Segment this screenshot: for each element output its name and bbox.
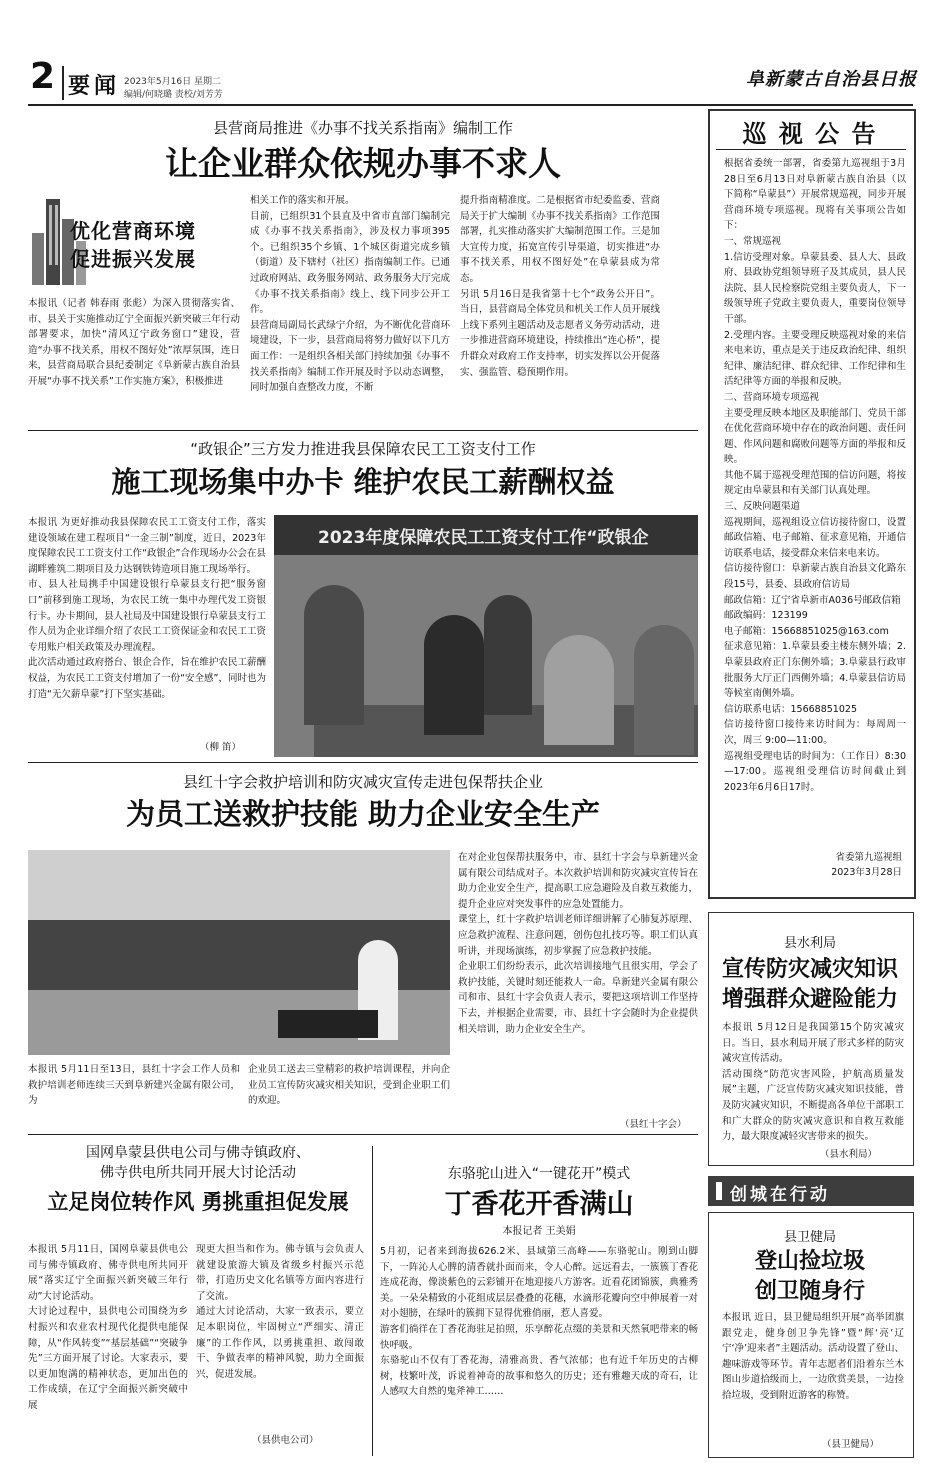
person-shape-3 bbox=[484, 595, 532, 715]
notice-title: 巡 视 公 告 bbox=[742, 119, 878, 148]
date-line: 2023年5月16日 星期二 bbox=[124, 77, 221, 87]
article3-byline: （县红十字会） bbox=[620, 1119, 687, 1130]
banner-text: 2023年度保障农民工工资支付工作“政银企 bbox=[318, 528, 649, 548]
article1-col3: 提升指南精准度。二是根据省市纪委监委、营商局关于扩大编制《办事不找关系指南》工作范围部署，扎实推动落实扩大编制范围工作。三是加大宣传力度，拓宽宣传引导渠道，切实推进“办事不找关系，用权不图好处”在阜蒙县成为常态。 另讯 5月16日是我省第十七个“政务公开日”。当日，县营商局全体党员和机关工作人员开展线上线下系列主题活动及志愿者义务劳动活动，进一步推进营商环境建设，持续推出“连心桥”，提升群众对政府工作支持率，切实发挥以公开促落实、强监管、稳预期作用。 bbox=[460, 195, 660, 378]
article3-headline: 为员工送救护技能 助力企业安全生产 bbox=[125, 797, 601, 831]
article5-col2: 现更大担当和作为。佛寺镇与会负责人就建设旅游大镇及省级乡村振兴示范带，打造历史文化名镇等方面内容进行了交流。 通过大讨论活动，大家一致表示，要立足本职岗位，牢固树立“严细实、清正廉”的工作作风，以勇挑重担、敢闯敢干、争做表率的精神风貌，助力全面振兴，促进发展。 bbox=[196, 1244, 364, 1380]
article2-byline: （柳 笛） bbox=[200, 742, 242, 753]
banner-accent bbox=[716, 1182, 722, 1200]
section-label: 要闻 bbox=[68, 74, 121, 99]
notice-body: 根据省委统一部署，省委第九巡视组于3月28日至6月13日对阜新蒙古族自治县（以下简称“阜蒙县”）开展常规巡视，同步开展营商环境专项巡视。现将有关事项公告如下： 一、常规巡视 1.信访受理对象。阜蒙县委、县人大、县政府、县政协党组领导班子及其成员，县人民法院、县人民检察院党组主要负责人，下一级领导班子党政主要负责人，重要岗位领导干部。 2.受理内容。主要受理反映巡视对象的来信来电来访，重点是关于违反政治纪律、组织纪律、廉洁纪律、群众纪律、工作纪律和生活纪律等方面的举报和反映。 二、营商环境专项巡视 主要受理反映本地区及职能部门、党员干部在优化营商环境中存在的政治问题、责任问题、作风问题和腐败问题等方面的举报和反映。 其他不属于巡视受理范围的信访问题，将按规定由阜蒙县和有关部门认真处理。 三、反映问题渠道 巡视期间，巡视组设立信访接待窗口，设置邮政信箱、电子邮箱、征求意见箱，开通信访联系电话，接受群众来信来电来访。 信访接待窗口：阜新蒙古族自治县文化路东段15号，县委、县政府信访局 邮政信箱：辽宁省阜新市A036号邮政信箱 邮政编码：123199 电子邮箱：15668851025@163.com 征求意见箱：1.阜蒙县委主楼东侧外墙；2.阜蒙县政府正门东侧外墙；3.阜蒙县行政审批服务大厅正门西侧外墙；4.阜蒙县信访局等候室南侧外墙。 信访联系电话：15668851025 信访接待窗口接待来访时间为：每周周一次，周三 9:00—11:00。 巡视组受理电话的时间为：（工作日）8:30—17:00。巡视组受理信访时间截止到2023年6月6日17时。 bbox=[724, 158, 906, 793]
article5-col1: 本报讯 5月11日，国网阜蒙县供电公司与佛寺镇政府、佛寺供电所共同开展“落实辽宁全面振兴新突破三年行动”大讨论活动。 大讨论过程中，县供电公司围绕为乡村振兴和农业农村现代化提供电能保障，从“作风转变”“基层基础”“突破争先”三方面开展了讨论。大家表示，要以更加饱满的精神状态，更加出色的工作成绩，在辽宁全面振兴新突破中展 bbox=[28, 1244, 188, 1411]
person-shape-1 bbox=[304, 585, 364, 725]
article5-kicker-1: 国网阜蒙县供电公司与佛寺镇政府、 bbox=[86, 1145, 310, 1161]
article5-headline: 立足岗位转作风 勇挑重担促发展 bbox=[47, 1189, 349, 1214]
person-shape-2 bbox=[424, 615, 484, 735]
optimize-business-logo bbox=[28, 183, 240, 288]
person-shape-5 bbox=[634, 625, 694, 755]
rescue-training-photo bbox=[28, 850, 450, 1055]
article4-headline-1: 宣传防灾减灾知识 bbox=[721, 956, 898, 982]
article6-headline: 丁香花开香满山 bbox=[444, 1189, 634, 1220]
editor-line: 编辑/何晓璐 责校/刘芳芳 bbox=[124, 90, 223, 100]
article1-kicker: 县营商局推进《办事不找关系指南》编制工作 bbox=[212, 119, 513, 137]
header-rule bbox=[28, 104, 913, 106]
article3-kicker: 县红十字会救护培训和防灾减灾宣传走进包保帮扶企业 bbox=[182, 773, 543, 791]
article2-kicker: “政银企”三方发力推进我县保障农民工工资支付工作 bbox=[190, 440, 536, 458]
notice-title-rule bbox=[716, 149, 906, 150]
notice-signature-org: 省委第九巡视组 bbox=[835, 852, 902, 863]
article4-headline-2: 增强群众避险能力 bbox=[721, 986, 898, 1012]
article4-body: 本报讯 5月12日是我国第15个防灾减灾日。当日，县水利局开展了形式多样的防灾减灾宣传活动。 活动围绕“防范灾害风险，护航高质量发展”主题，广泛宣传防灾减灾知识技能，普及防灾减灾知识，不断提高各单位干部职工和广大群众的防灾减灾意识和自救互救能力，最大限度减轻灾害带来的损失。 bbox=[722, 1022, 904, 1143]
article3-right: 在对企业包保帮扶服务中，市、县红十字会与阜新建兴金属有限公司结成对子。本次救护培训和防灾减灾宣传旨在助力企业安全生产，提高职工应急避险及自救互救能力，提升企业应对突发事件的应急处置能力。 课堂上，红十字救护培训老师详细讲解了心肺复苏原理、应急救护流程、注意问题，创伤包扎技巧等。职工们认真听讲，并现场演练，初步掌握了应急救护技能。 企业职工们纷纷表示，此次培训接地气且很实用，学会了救护技能，关键时刻还能救人一命。阜新建兴金属有限公司和市、县红十字会负责人表示，要把这项培训工作坚持下去，并根据企业需要，市、县红十字会随时为企业提供相关培训，助力企业安全生产。 bbox=[458, 852, 698, 1035]
article6-kicker: 东骆驼山进入“一键花开”模式 bbox=[447, 1166, 631, 1182]
article2-headline: 施工现场集中办卡 维护农民工薪酬权益 bbox=[111, 465, 615, 499]
person-shape-4 bbox=[544, 635, 614, 745]
wall-shape bbox=[28, 850, 450, 920]
article7-headline-2: 创卫随身行 bbox=[754, 1278, 865, 1304]
page-number: 2 bbox=[30, 56, 56, 97]
article7-kicker: 县卫健局 bbox=[783, 1230, 836, 1245]
mat-shape bbox=[278, 1010, 378, 1038]
article3-col1: 本报讯 5月11日至13日，县红十字会工作人员和救护培训老师连续三天到阜新建兴金属有限公司，为 bbox=[28, 1064, 240, 1107]
article4-byline: （县水利局） bbox=[820, 1149, 878, 1160]
create-city-banner-text: 创城在行动 bbox=[730, 1185, 830, 1205]
article2-body: 本报讯 为更好推动我县保障农民工工资支付工作，落实建设领域在建工程项目“一金三制”制度，近日，2023年度保障农民工工资支付工作“政银企”合作现场办公会在县湖畔雅筑二期项目及力达钢铁铸造项目施工现场举行。 市、县人社局携手中国建设银行阜蒙县支行把“服务窗口”前移到施工现场，为农民工统一集中办理代发工资银行卡。办卡期间，县人社局及中国建设银行阜蒙县支行工作人员为企业详细介绍了农民工工资保证金和农民工工资专用账户相关政策及办理流程。 此次活动通过政府搭台、银企合作，旨在维护农民工薪酬权益，为农民工工资支付增加了一份“安全感”，同时也为打造“无欠薪阜蒙”打下坚实基础。 bbox=[28, 517, 266, 700]
article6-body: 5月初，记者来到海拔626.2米、县域第三高峰——东骆驼山。刚到山脚下，一阵沁人心脾的清香就扑面而来，令人心醉。远远看去，一簇簇丁香花连成花海，像淡紫色的云彩铺开在地迎接八方游客。近看花团锦簇，典雅秀美。一朵朵精致的小花组成层层叠叠的花穗，水滴形花瓣向空中伸展着一对对小翅膀，在绿叶的簇拥下显得优雅俏丽，惹人喜爱。 游客们徜徉在丁香花海驻足拍照，乐享醉花点缀的美景和天然氧吧带来的畅快呼吸。 东骆驼山不仅有丁香花海，清雅高贵、香气浓郁；也有近千年历史的古柳树，枝繁叶茂，诉说着神奇的故事和悠久的历史；还有雅趣天成的奇石，让人感叹大自然的鬼斧神工…… bbox=[380, 1246, 698, 1398]
article5-byline: （县供电公司） bbox=[252, 1435, 319, 1446]
divider-a2 bbox=[28, 762, 698, 763]
divider-a3 bbox=[28, 1134, 698, 1135]
article3-col2: 企业员工送去三堂精彩的救护培训课程，并向企业员工宣传防灾减灾相关知识，受到企业职工们的欢迎。 bbox=[248, 1064, 450, 1107]
logo-line-1: 优化营商环境 bbox=[70, 219, 196, 243]
article1-col1: 本报讯（记者 韩春雨 张彪）为深入贯彻落实省、市、县关于实施推动辽宁全面振兴新突破三年行动部署要求，加快“清风辽宁政务窗口”建设，营造“办事不找关系，用权不图好处”浓厚氛围，连日来，县营商局联合县纪委制定《阜新蒙古族自治县开展“办事不找关系”工作实施方案》，积极推进 bbox=[28, 298, 240, 387]
article1-col2: 相关工作的落实和开展。 目前，已组织31个县直及中省市直部门编制完成《办事不找关系指南》，涉及权力事项395个。已组织35个乡镇、1个城区街道完成乡镇（街道）及下辖村（社区）指南编制工作。已通过政府网站、政务服务网站、政务服务大厅完成《办事不找关系指南》线上、线下同步公开工作。 县营商局副局长武绿宁介绍，为不断优化营商环境建设，下一步，县营商局将努力做好以下几方面工作：一是组织各相关部门持续加强《办事不找关系指南》编制工作开展及时予以动态调整，同时加强自查整改力度，不断 bbox=[250, 195, 450, 394]
article6-byline: 本报记者 王美娟 bbox=[502, 1226, 576, 1237]
article4-kicker: 县水利局 bbox=[783, 936, 836, 951]
bank-card-photo bbox=[274, 515, 698, 757]
divider-a1 bbox=[28, 430, 698, 431]
logo-line-2: 促进振兴发展 bbox=[70, 247, 196, 271]
masthead: 阜新蒙古自治县日报 bbox=[746, 69, 917, 90]
notice-signature-date: 2023年3月28日 bbox=[831, 867, 902, 878]
article7-byline: （县卫健局） bbox=[822, 1439, 880, 1450]
article7-headline-1: 登山捡垃圾 bbox=[754, 1248, 865, 1274]
article7-body: 本报讯 近日，县卫健局组织开展“高举团旗跟党走，健身创卫争先锋”暨“辉‘亮’辽宁‘净’迎来者”主题活动。活动设置了登山、趣味游戏等环节。青年志愿者们沿着东兰木图山步道拾级而上，一边欣赏美景，一边捡拾垃圾，受到附近游客的称赞。 bbox=[722, 1312, 904, 1401]
divider-a5 bbox=[372, 1146, 373, 1456]
article5-kicker-2: 佛寺供电所共同开展大讨论活动 bbox=[100, 1165, 296, 1181]
create-city-banner bbox=[708, 1176, 914, 1206]
article1-headline: 让企业群众依规办事不求人 bbox=[165, 144, 561, 183]
page-header bbox=[28, 56, 917, 104]
header-section-divider bbox=[62, 66, 64, 100]
